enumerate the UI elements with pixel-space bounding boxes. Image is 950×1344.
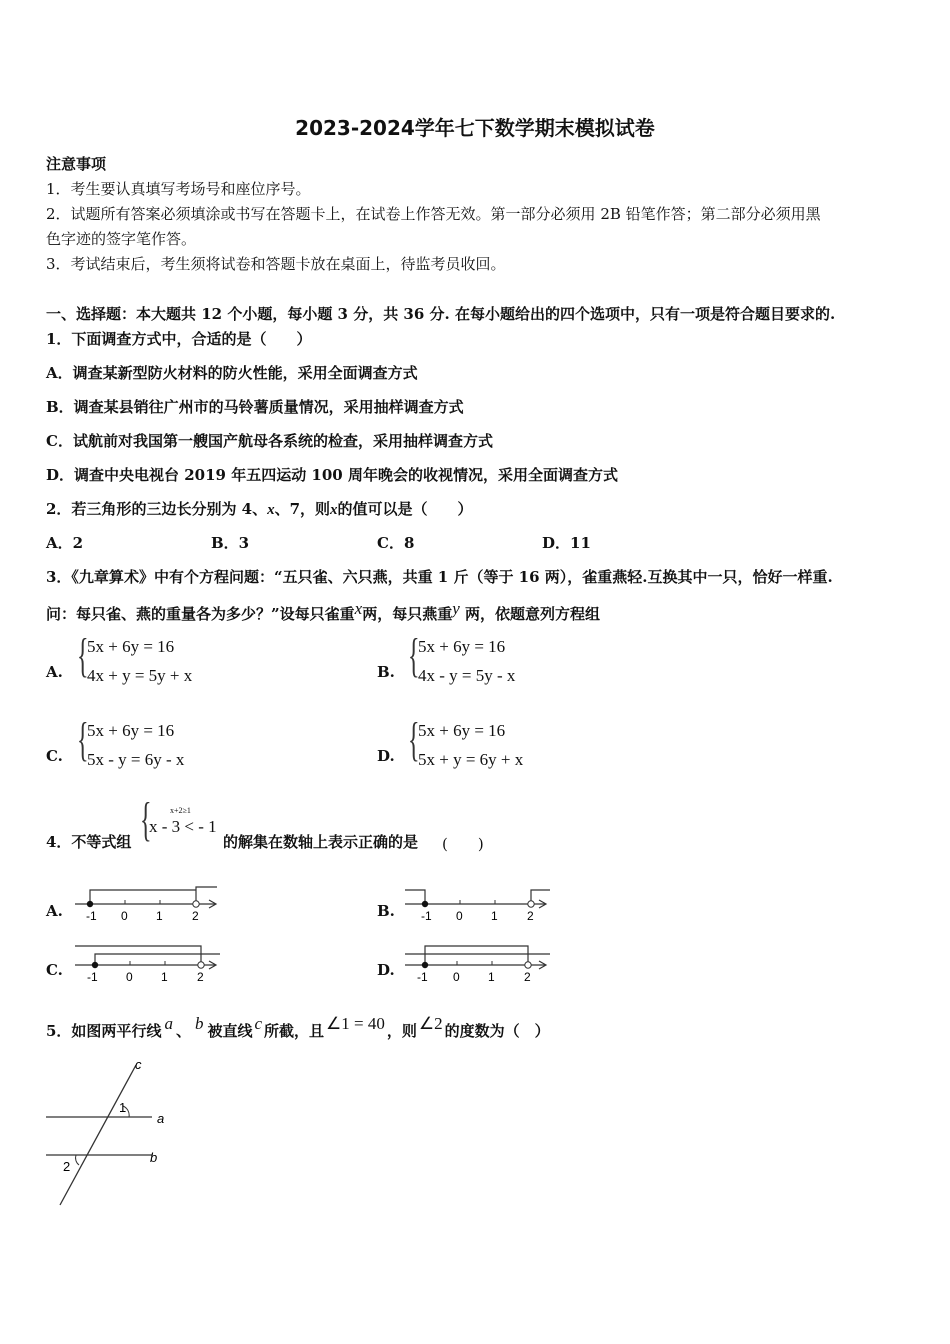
stem-part: 的值可以是（ ）: [337, 500, 473, 518]
variable-x: x: [267, 502, 275, 518]
brace-icon: {: [77, 629, 89, 682]
brace-icon: {: [77, 713, 89, 766]
equation: 5x + 6y = 16: [87, 721, 175, 740]
label-b: b: [150, 1150, 158, 1165]
tick-label: -1: [86, 909, 97, 923]
question-5-stem: [46, 1014, 550, 1041]
notice-item: 色字迹的签字笔作答。: [46, 230, 197, 248]
angle-2: ∠2: [418, 1014, 443, 1033]
question-4-stem-a: 4．不等式组: [46, 833, 132, 851]
variable-c: c: [254, 1014, 263, 1033]
variable-b: b: [194, 1014, 204, 1033]
question-2-option-d: D．11: [542, 534, 591, 552]
equation: 5x + y = 6y + x: [418, 750, 524, 769]
question-4-option-b-label: B.: [377, 902, 395, 920]
number-line-a: [70, 882, 230, 926]
stem-part: 所截，且: [264, 1022, 325, 1040]
angle-equation: ∠1 = 40: [326, 1014, 385, 1033]
question-2-option-c: C．8: [377, 534, 415, 552]
stem-part: 、: [175, 1022, 191, 1040]
question-4-option-a-label: A.: [46, 902, 63, 920]
equation: 5x - y = 6y - x: [87, 750, 185, 769]
tick-label: 0: [126, 970, 133, 984]
question-2-stem: [46, 498, 473, 519]
tick-label: 2: [197, 970, 204, 984]
question-3-line-2: [46, 599, 600, 624]
tick-label: 2: [527, 909, 534, 923]
tick-label: 2: [192, 909, 199, 923]
tick-label: 1: [156, 909, 163, 923]
question-3-option-a-label: A.: [46, 663, 63, 681]
question-1-option-b: B．调查某县销往广州市的马铃薯质量情况，采用抽样调查方式: [46, 398, 464, 416]
stem-part: 被直线: [207, 1022, 253, 1040]
question-2-option-b: B．3: [211, 534, 250, 552]
brace-icon: {: [408, 629, 420, 682]
question-1-option-d: D．调查中央电视台 2019 年五四运动 100 周年晚会的收视情况，采用全面调查方式: [46, 466, 618, 484]
label-angle-2: 2: [63, 1159, 71, 1174]
variable-a: a: [164, 1014, 173, 1033]
stem-part: ，则: [386, 1022, 417, 1040]
notice-item: 3．考试结束后，考生须将试卷和答题卡放在桌面上，待监考员收回。: [46, 255, 506, 273]
angle-2-arc: [76, 1155, 79, 1165]
tick-label: 2: [524, 970, 531, 984]
stem-part: 问：每只雀、燕的重量各为多少？”设每只雀重: [46, 605, 355, 623]
stem-part: 的度数为（ ）: [444, 1022, 550, 1040]
page-title: 2023-2024学年七下数学期末模拟试卷: [295, 116, 655, 140]
notice-heading: 注意事项: [46, 155, 107, 173]
tick-label: 0: [121, 909, 128, 923]
equation: 4x + y = 5y + x: [87, 666, 193, 685]
question-3-option-d-label: D.: [377, 747, 395, 765]
tick-label: -1: [421, 909, 432, 923]
label-c: c: [135, 1057, 142, 1072]
question-2-option-a: A．2: [46, 534, 84, 552]
number-line-d: [400, 940, 560, 986]
question-1-option-c: C．试航前对我国第一艘国产航母各系统的检查，采用抽样调查方式: [46, 432, 493, 450]
variable-y: y: [452, 599, 460, 618]
stem-part: 两，依题意列方程组: [459, 605, 600, 623]
question-3-option-c-label: C.: [46, 747, 63, 765]
label-angle-1: 1: [119, 1100, 127, 1115]
tick-label: 0: [453, 970, 460, 984]
stem-part: 2．若三角形的三边长分别为 4、: [46, 500, 268, 518]
brace-icon: {: [408, 713, 420, 766]
equation: 5x + 6y = 16: [418, 721, 506, 740]
question-4-stem-b: 的解集在数轴上表示正确的是: [223, 833, 419, 851]
parallel-lines-figure: [40, 1055, 180, 1215]
tick-label: 1: [488, 970, 495, 984]
tick-label: -1: [87, 970, 98, 984]
tick-label: 1: [491, 909, 498, 923]
inequality: x - 3 < - 1: [149, 817, 217, 836]
tick-label: 0: [456, 909, 463, 923]
question-3-option-b-label: B.: [377, 663, 395, 681]
stem-part: 两，每只燕重: [362, 605, 453, 623]
question-1-option-a: A．调查某新型防火材料的防火性能，采用全面调查方式: [46, 364, 418, 382]
equation: 5x + 6y = 16: [87, 637, 175, 656]
tick-label: -1: [417, 970, 428, 984]
question-3-line-1: 3．《九章算术》中有个方程问题：“五只雀、六只燕，共重 1 斤（等于 16 两），雀重燕轻.互换其中一只，恰好一样重.: [46, 568, 833, 586]
section-heading: 一、选择题：本大题共 12 个小题，每小题 3 分，共 36 分. 在每小题给出的四个选项中，只有一项是符合题目要求的.: [46, 305, 836, 323]
notice-item: 2．试题所有答案必须填涂或书写在答题卡上，在试卷上作答无效。第一部分必须用 2B 铅笔作答；第二部分必须用黑: [46, 205, 821, 223]
tick-label: 1: [161, 970, 168, 984]
equation: 4x - y = 5y - x: [418, 666, 516, 685]
answer-blank: ( ): [442, 835, 484, 853]
variable-x: x: [330, 502, 338, 518]
question-1-stem: 1．下面调查方式中，合适的是（ ）: [46, 330, 312, 348]
system-top: x+2≥1: [170, 806, 191, 815]
notice-item: 1．考生要认真填写考场号和座位序号。: [46, 180, 311, 198]
variable-x: x: [354, 599, 363, 618]
number-line-c: [70, 940, 230, 986]
number-line-b: [400, 882, 560, 926]
label-a: a: [157, 1111, 165, 1126]
question-4-option-d-label: D.: [377, 961, 395, 979]
brace-icon: {: [140, 793, 152, 846]
stem-part: 、7，则: [274, 500, 331, 518]
question-4-option-c-label: C.: [46, 961, 63, 979]
stem-part: 5．如图两平行线: [46, 1022, 162, 1040]
line-c: [60, 1065, 136, 1205]
equation: 5x + 6y = 16: [418, 637, 506, 656]
